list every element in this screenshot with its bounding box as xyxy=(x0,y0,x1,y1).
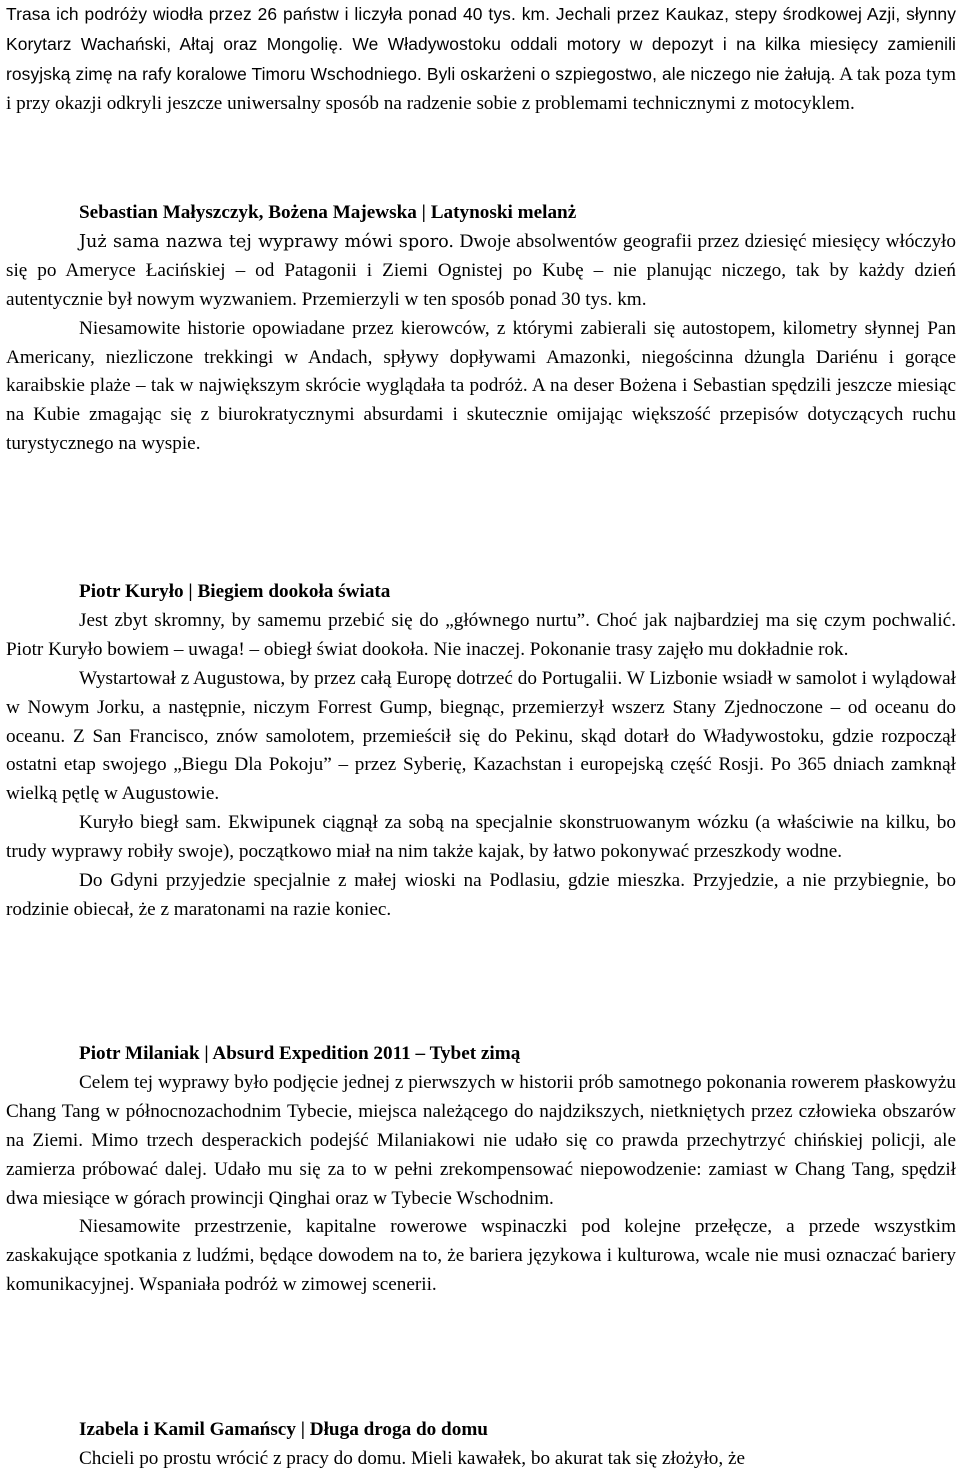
section-heading: Sebastian Małyszczyk, Bożena Majewska | Latynoski melanż xyxy=(79,202,577,223)
intro-text: Trasa ich podróży wiodła przez 26 państw i liczyła ponad 40 tys. km. Jechali przez Kaukaz, stepy środkowej Azji, słynny Korytarz Wachański, Ałtaj oraz Mongolię. We Władywostoku oddali motory w depozyt i na kilka miesięcy zamienili rosyjską zimę na rafy koralowe Timoru Wschodniego. Byli oskarżeni o szpiegostwo, ale niczego nie żałują. xyxy=(6,4,956,84)
section-paragraph: Celem tej wyprawy było podjęcie jednej z pierwszych w historii prób samotnego pokonania rowerem płaskowyżu Chang Tang w północnozachodnim Tybecie, miejsca należącego do najdzikszych, nietkniętych przez człowieka obszarów na Ziemi. Mimo trzech desperackich podejść Milaniakowi nie udało się co prawda przechytrzyć chińskiej policji, ale zamierza próbować dalej. Udało mu się za to w pełni zrekompensować niepowodzenie: zamiast w Chang Tang, spędził dwa miesiące w górach prowincji Qinghai oraz w Tybecie Wschodnim. xyxy=(6,1071,956,1209)
section-paragraph: Wystartował z Augustowa, by przez całą Europę dotrzeć do Portugalii. W Lizbonie wsiadł w samolot i wylądował w Nowym Jorku, a następnie, niczym Forrest Gump, biegnąc, przemierzył wszerz Stany Zjednoczone – od oceanu do oceanu. Z San Francisco, znów samolotem, przemieścił się do Pekinu, skąd dotarł do Władywostoku, gdzie rozpoczął ostatni etap swojego „Biegu Dla Pokoju” – przez Syberię, Kazachstan i europejską część Rosji. Po 365 dniach zamknął wielką pętlę w Augustowie. xyxy=(6,667,956,805)
section-heading: Piotr Kuryło | Biegiem dookoła świata xyxy=(79,581,391,602)
intro-paragraph xyxy=(6,0,956,119)
paragraph-text: Dwoje absolwentów geografii przez dziesięć miesięcy włóczyło się po Ameryce Łacińskiej – od Patagonii i Ziemi Ognistej po Kubę – nie planując niczego, tak by każdy dzień autentycznie był nowym wyzwaniem. Przemierzyli w ten sposób ponad 30 tys. km. xyxy=(6,230,956,310)
section-paragraph: Chcieli po prostu wrócić z pracy do domu. Mieli kawałek, bo akurat tak się złożyło, że xyxy=(79,1447,746,1469)
section-absurd-expedition xyxy=(6,1040,956,1300)
section-paragraph: Kuryło biegł sam. Ekwipunek ciągnął za sobą na specjalnie skonstruowanym wózku (a właściwie na kilku, bo trudy wyprawy robiły swoje), początkowo miał na nim także kajak, by łatwo pokonywać przeszkody wodne. xyxy=(6,812,956,863)
intro-block xyxy=(6,0,956,119)
section-dluga-droga-do-domu xyxy=(6,1416,956,1474)
section-heading: Izabela i Kamil Gamańscy | Długa droga do domu xyxy=(79,1419,488,1440)
paragraph-lead: Już sama nazwa tej wyprawy mówi sporo. xyxy=(79,231,454,252)
paragraph-text: Niesamowite historie opowiadane przez kierowców, z którymi zabierali się autostopem, kilometry słynnej Pan Americany, niezliczone trekkingi w Andach, spływy dopływami Amazonki, niegościnna dżungla Dariénu i gorące karaibskie plaże – tak w największym skrócie wyglądała ta podróż. A na deser Bożena i Sebastian spędzili jeszcze miesiąc na Kubie zmagając się z biurokratycznymi absurdami i skutecznie omijając większość przepisów dotyczących ruchu turystycznego na wyspie. xyxy=(6,317,956,455)
intro-text-continued: A tak poza tym i przy okazji odkryli jeszcze uniwersalny sposób na radzenie sobie z problemami technicznymi z motocyklem. xyxy=(6,63,956,114)
section-paragraph xyxy=(6,228,956,315)
section-paragraph: Do Gdyni przyjedzie specjalnie z małej wioski na Podlasiu, gdzie mieszka. Przyjedzie, a nie przybiegnie, bo rodzinie obiecał, że z maratonami na razie koniec. xyxy=(6,870,956,920)
section-paragraph: Niesamowite przestrzenie, kapitalne rowerowe wspinaczki pod kolejne przełęcze, a przede wszystkim zaskakujące spotkania z ludźmi, będące dowodem na to, że bariera językowa i kulturowa, wcale nie musi oznaczać bariery komunikacyjnej. Wspaniała podróż w zimowej scenerii. xyxy=(6,1216,956,1296)
section-biegiem-dookola-swiata xyxy=(6,578,956,925)
section-paragraph: Jest zbyt skromny, by samemu przebić się do „głównego nurtu”. Choć jak najbardziej ma się czym pochwalić. Piotr Kuryło bowiem – uwaga! – obiegł świat dookoła. Nie inaczej. Pokonanie trasy zajęło mu dokładnie rok. xyxy=(6,609,956,660)
section-latynoski-melanz xyxy=(6,199,956,459)
section-paragraph xyxy=(6,315,956,460)
section-heading: Piotr Milaniak | Absurd Expedition 2011 – Tybet zimą xyxy=(79,1043,521,1064)
